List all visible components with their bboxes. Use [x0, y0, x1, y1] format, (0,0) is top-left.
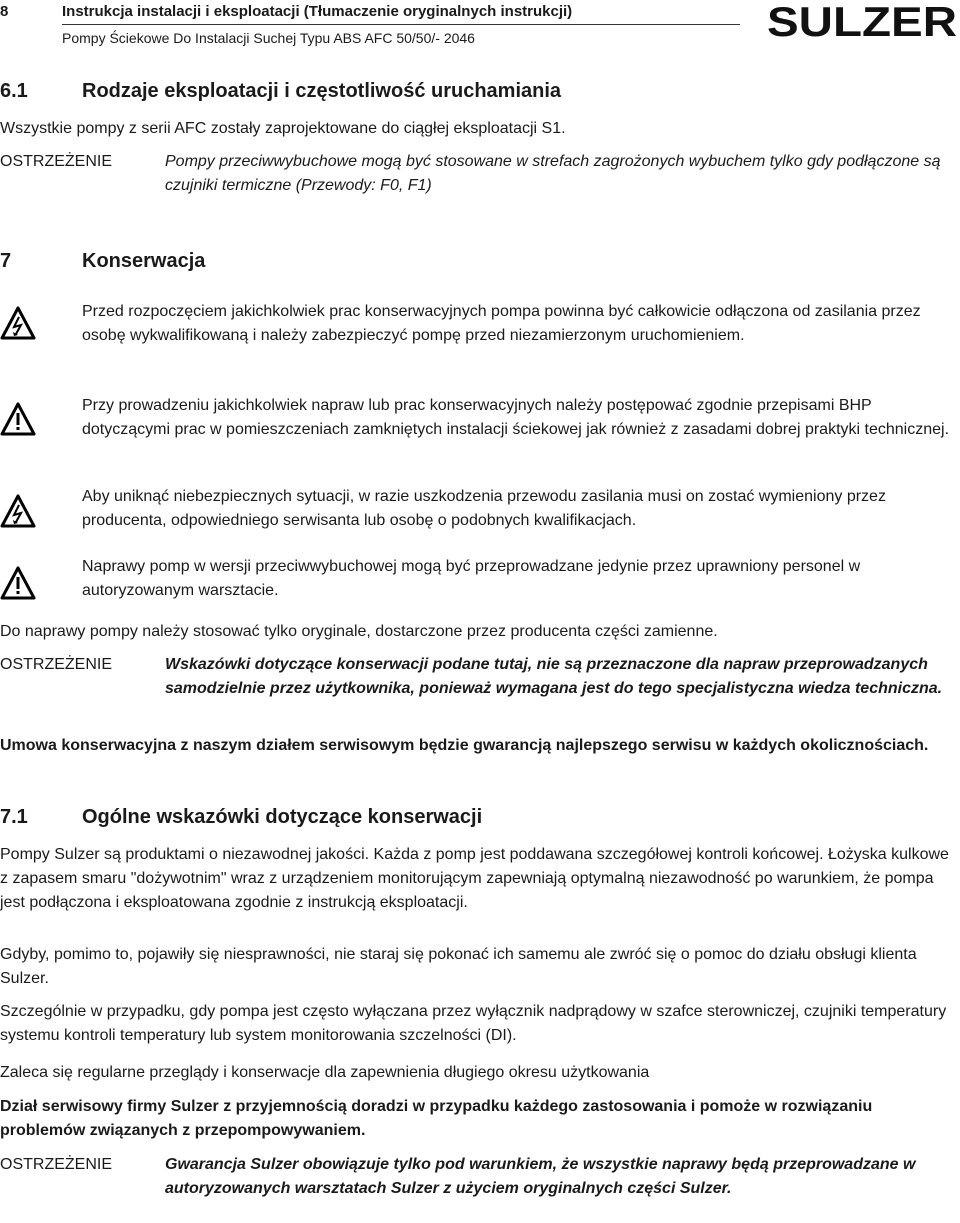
notice-text: Naprawy pomp w wersji przeciwwybuchowej mogą być przeprowadzane jedynie przez uprawniony personel w autoryzowanym warsztacie. [82, 558, 861, 599]
section-7-1-heading: Ogólne wskazówki dotyczące konserwacji [82, 806, 483, 828]
warning-text-7-1: Gwarancja Sulzer obowiązuje tylko pod warunkiem, że wszystkie naprawy będą przeprowadzane w autoryzowanych warsztatach Sulzer z użyciem oryginalnych części Sulzer. [165, 1156, 916, 1197]
document-title: Instrukcja instalacji i eksploatacji (Tłumaczenie oryginalnych instrukcji) [62, 3, 573, 20]
document-subtitle: Pompy Ściekowe Do Instalacji Suchej Typu ABS AFC 50/50/- 2046 [62, 30, 475, 46]
electric-hazard-icon [0, 306, 36, 340]
section-6-1-heading: Rodzaje eksploatacji i częstotliwość uruchamiania [82, 80, 562, 102]
section-7-1-paragraph: Gdyby, pomimo to, pojawiły się niesprawności, nie staraj się pokonać ich samemu ale zwróć się o pomoc do działu obsługi klienta Sulzer. [0, 946, 917, 987]
spare-parts-paragraph: Do naprawy pompy należy stosować tylko oryginale, dostarczone przez producenta części zamienne. [0, 623, 718, 640]
general-warning-icon [0, 402, 36, 436]
header-divider [62, 24, 740, 25]
notice-text: Aby uniknąć niebezpiecznych sytuacji, w razie uszkodzenia przewodu zasilania musi on zostać wymieniony przez producenta, odpowiedniego serwisanta lub osobę o podobnych kwalifikacjach. [82, 488, 886, 529]
notice-text: Przed rozpoczęciem jakichkolwiek prac konserwacyjnych pompa powinna być całkowicie odłączona od zasilania przez osobę wykwalifikowaną i należy zabezpieczyć pompę przed niezamierzonym uruchomieniem. [82, 303, 921, 344]
service-department-paragraph: Dział serwisowy firmy Sulzer z przyjemnością doradzi w przypadku każdego zastosowania i pomoże w rozwiązaniu problemów związanych z przepompowywaniem. [0, 1098, 873, 1139]
page-number: 8 [0, 3, 9, 20]
warning-text-6-1: Pompy przeciwwybuchowe mogą być stosowane w strefach zagrożonych wybuchem tylko gdy podłączone są czujniki termiczne (Przewody: F0, F1) [165, 153, 941, 194]
sulzer-logo [766, 2, 958, 42]
section-7-heading: Konserwacja [82, 250, 206, 272]
svg-text:SULZER: SULZER [767, 2, 957, 42]
section-7-1-paragraph: Szczególnie w przypadku, gdy pompa jest często wyłączana przez wyłącznik nadprądowy w szafce sterowniczej, czujniki temperatury systemu kontroli temperatury lub system monitorowania szczelności (DI). [0, 1003, 947, 1044]
warning-text-7: Wskazówki dotyczące konserwacji podane tutaj, nie są przeznaczone dla napraw przeprowadzanych samodzielnie przez użytkownika, ponieważ wymagana jest do tego specjalistyczna wiedza techniczna. [165, 656, 943, 697]
warning-label-7: OSTRZEŻENIE [0, 656, 113, 673]
warning-label-7-1: OSTRZEŻENIE [0, 1156, 113, 1173]
service-contract-paragraph: Umowa konserwacyjna z naszym działem serwisowym będzie gwarancją najlepszego serwisu w każdych okolicznościach. [0, 737, 929, 754]
section-6-1-paragraph: Wszystkie pompy z serii AFC zostały zaprojektowane do ciągłej eksploatacji S1. [0, 120, 566, 137]
warning-label-6-1: OSTRZEŻENIE [0, 153, 113, 170]
electric-hazard-icon [0, 494, 36, 528]
section-7-number: 7 [0, 250, 12, 272]
notice-text: Przy prowadzeniu jakichkolwiek napraw lub prac konserwacyjnych należy postępować zgodnie przepisami BHP dotyczącymi prac w pomieszczeniach zamkniętych instalacji ściekowej jak również z zasadami dobrej praktyki technicznej. [82, 397, 950, 438]
section-7-1-paragraph: Pompy Sulzer są produktami o niezawodnej jakości. Każda z pomp jest poddawana szczegółowej kontroli końcowej. Łożyska kulkowe z zapasem smaru "dożywotnim" wraz z urządzeniem monitorującym zapewniają optymalną niezawodność po warunkiem, że pompa jest podłączona i eksploatowana zgodnie z instrukcją eksploatacji. [0, 846, 949, 911]
section-7-1-number: 7.1 [0, 806, 28, 828]
section-6-1-number: 6.1 [0, 80, 28, 102]
section-7-1-paragraph: Zaleca się regularne przeglądy i konserwacje dla zapewnienia długiego okresu użytkowania [0, 1064, 650, 1081]
general-warning-icon [0, 566, 36, 600]
